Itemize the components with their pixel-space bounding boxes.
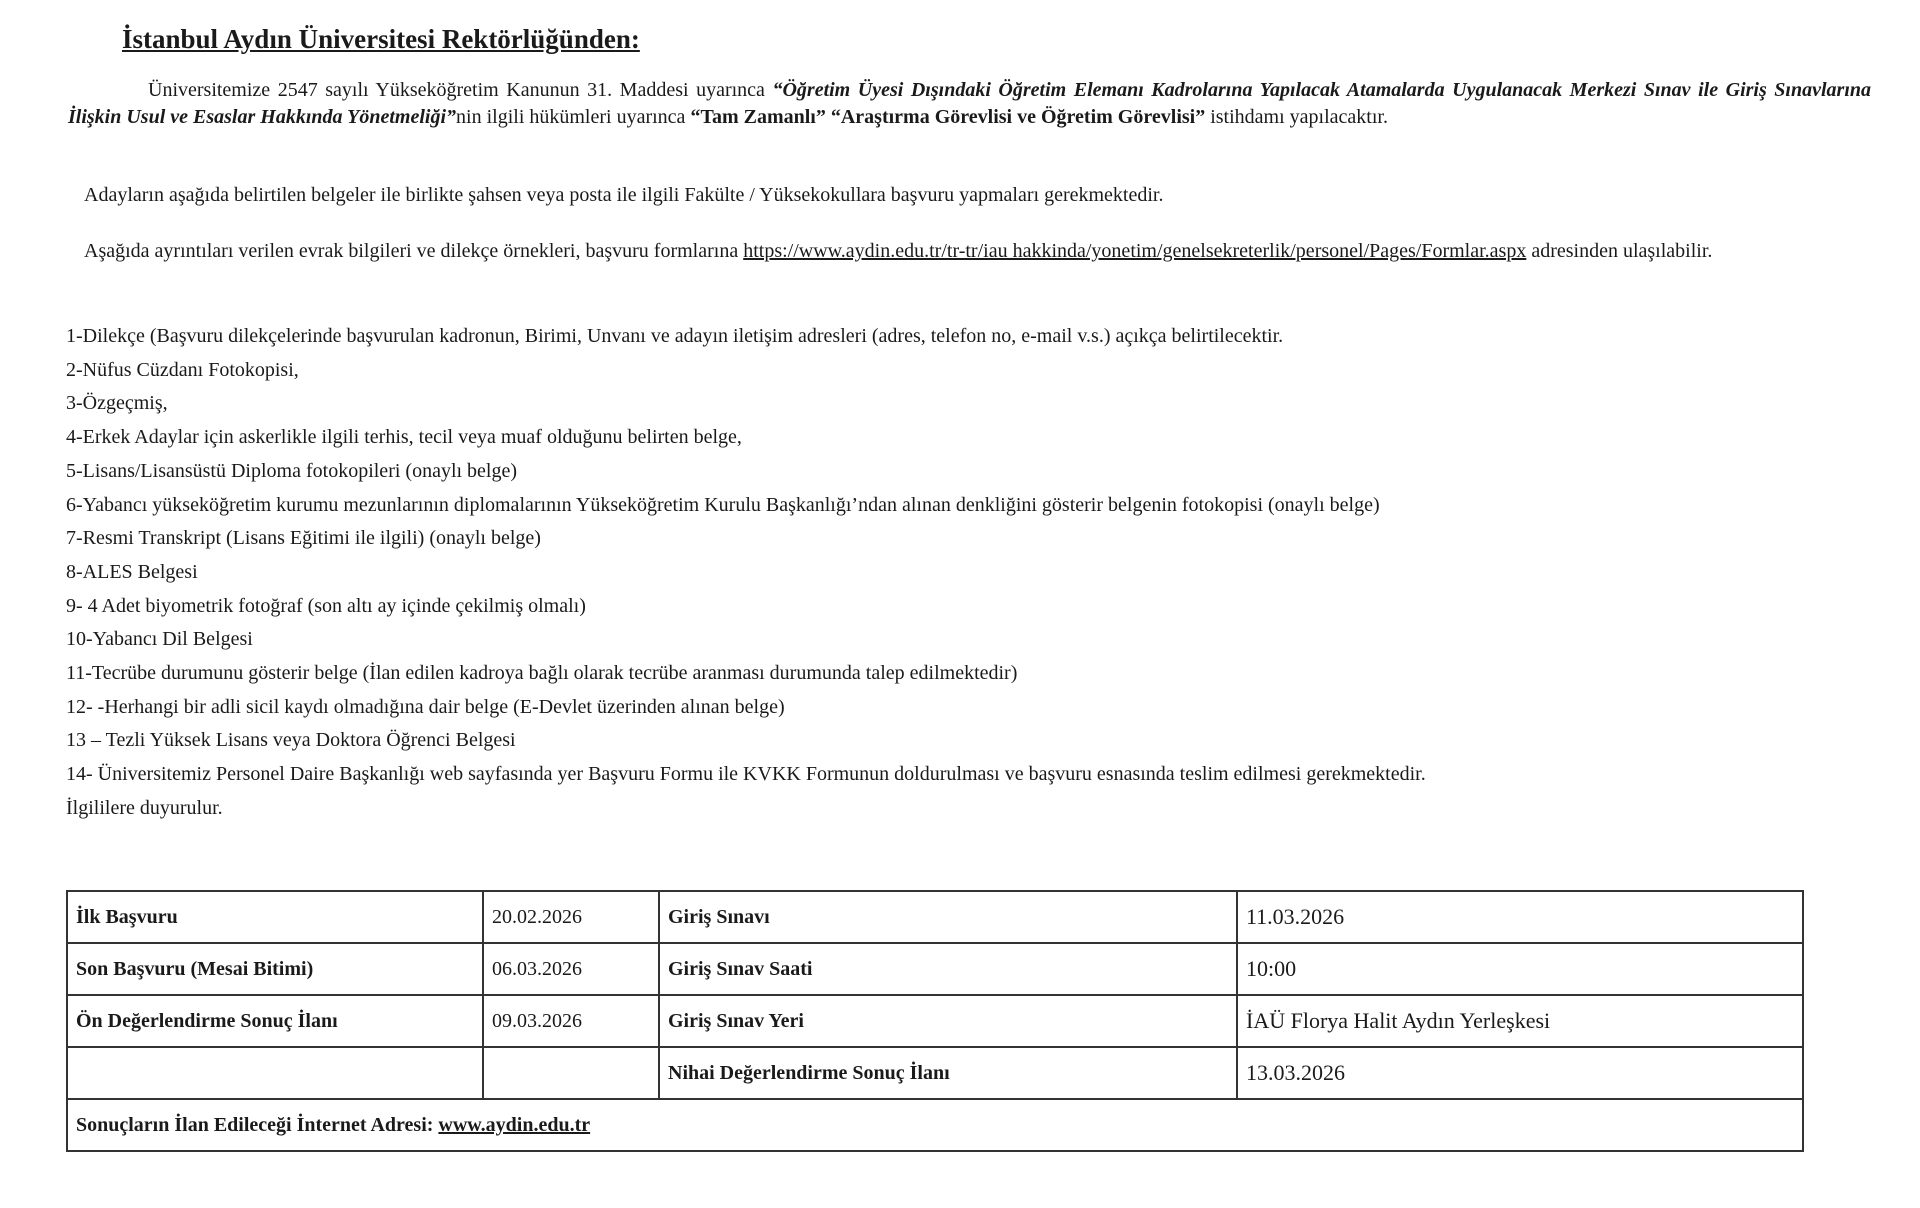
list-item: 7-Resmi Transkript (Lisans Eğitimi ile ilgili) (onaylı belge): [66, 527, 541, 550]
table-row: [67, 1099, 1803, 1151]
forms-paragraph: [68, 238, 1871, 265]
schedule-label: Giriş Sınavı: [659, 891, 1237, 943]
schedule-value: 06.03.2026: [483, 943, 659, 995]
schedule-value: [483, 1047, 659, 1099]
schedule-value: 13.03.2026: [1237, 1047, 1803, 1099]
intro-text: istihdamı yapılacaktır.: [1205, 106, 1388, 128]
table-row: [67, 943, 1803, 995]
schedule-value: 20.02.2026: [483, 891, 659, 943]
list-item: 5-Lisans/Lisansüstü Diploma fotokopileri (onaylı belge): [66, 459, 518, 482]
table-row: [67, 1047, 1803, 1099]
list-item: 3-Özgeçmiş,: [66, 392, 168, 415]
application-paragraph: Adayların aşağıda belirtilen belgeler ile birlikte şahsen veya posta ile ilgili Fakülte / Yüksekokullara başvuru yapmaları gerekmektedir.: [84, 184, 1164, 206]
results-address-cell: [67, 1099, 1803, 1151]
list-item: 12- -Herhangi bir adli sicil kaydı olmadığına dair belge (E-Devlet üzerinden alınan belge): [66, 695, 785, 718]
list-item: 14- Üniversitemiz Personel Daire Başkanlığı web sayfasında yer Başvuru Formu ile KVKK Formunun doldurulması ve başvuru esnasında teslim edilmesi gerekmektedir.: [66, 763, 1426, 786]
schedule-table: [66, 890, 1804, 1152]
schedule-label: Nihai Değerlendirme Sonuç İlanı: [659, 1047, 1237, 1099]
fulltime-label: “Tam Zamanlı”: [690, 106, 826, 128]
list-item: İlgililere duyurulur.: [66, 796, 223, 819]
regulation-name: “Öğretim Üyesi Dışındaki Öğretim Elemanı Kadrolarına Yapılacak Atamalarda Uygulanacak Merkezi Sınav ile Giriş Sınavlarına İlişkin Usul ve Esaslar Hakkında Yönetmeliği”: [68, 79, 1871, 128]
schedule-label: Ön Değerlendirme Sonuç İlanı: [67, 995, 483, 1047]
intro-text: Üniversitemize 2547 sayılı Yükseköğretim Kanunun 31. Maddesi uyarınca: [148, 79, 773, 101]
list-item: 9- 4 Adet biyometrik fotoğraf (son altı ay içinde çekilmiş olmalı): [66, 594, 586, 617]
document-title: İstanbul Aydın Üniversitesi Rektörlüğünden:: [122, 24, 640, 54]
schedule-value: İAÜ Florya Halit Aydın Yerleşkesi: [1237, 995, 1803, 1047]
list-item: 13 – Tezli Yüksek Lisans veya Doktora Öğrenci Belgesi: [66, 729, 516, 752]
documents-list: [66, 320, 1426, 826]
forms-text: adresinden ulaşılabilir.: [1526, 240, 1713, 262]
table-row: [67, 891, 1803, 943]
schedule-value: 11.03.2026: [1237, 891, 1803, 943]
schedule-label: Giriş Sınav Yeri: [659, 995, 1237, 1047]
list-item: 10-Yabancı Dil Belgesi: [66, 628, 253, 651]
schedule-value: 10:00: [1237, 943, 1803, 995]
intro-paragraph: [68, 77, 1871, 131]
schedule-value: 09.03.2026: [483, 995, 659, 1047]
list-item: 8-ALES Belgesi: [66, 560, 198, 583]
positions-label: “Araştırma Görevlisi ve Öğretim Görevlisi”: [825, 106, 1206, 128]
list-item: 2-Nüfus Cüzdanı Fotokopisi,: [66, 358, 299, 381]
schedule-label: İlk Başvuru: [67, 891, 483, 943]
schedule-label: Son Başvuru (Mesai Bitimi): [67, 943, 483, 995]
intro-text: nin ilgili hükümleri uyarınca: [456, 106, 691, 128]
results-address-label: Sonuçların İlan Edileceği İnternet Adresi:: [76, 1113, 439, 1136]
list-item: 6-Yabancı yükseköğretim kurumu mezunlarının diplomalarının Yükseköğretim Kurulu Başkanlığı’ndan alınan denkliğini gösterir belgenin fotokopisi (onaylı belge): [66, 493, 1380, 516]
results-link[interactable]: www.aydin.edu.tr: [438, 1113, 591, 1136]
table-row: [67, 995, 1803, 1047]
forms-link[interactable]: https://www.aydin.edu.tr/tr-tr/iau hakkinda/yonetim/genelsekreterlik/personel/Pages/Formlar.aspx: [743, 240, 1527, 262]
list-item: 11-Tecrübe durumunu gösterir belge (İlan edilen kadroya bağlı olarak tecrübe aranması durumunda talep edilmektedir): [66, 662, 1018, 685]
list-item: 1-Dilekçe (Başvuru dilekçelerinde başvurulan kadronun, Birimi, Unvanı ve adayın iletişim adresleri (adres, telefon no, e-mail v.s.) açıkça belirtilecektir.: [66, 325, 1284, 347]
list-item: 4-Erkek Adaylar için askerlikle ilgili terhis, tecil veya muaf olduğunu belirten belge,: [66, 426, 742, 449]
schedule-label: Giriş Sınav Saati: [659, 943, 1237, 995]
schedule-label: [67, 1047, 483, 1099]
forms-text: Aşağıda ayrıntıları verilen evrak bilgileri ve dilekçe örnekleri, başvuru formlarına: [84, 240, 744, 262]
